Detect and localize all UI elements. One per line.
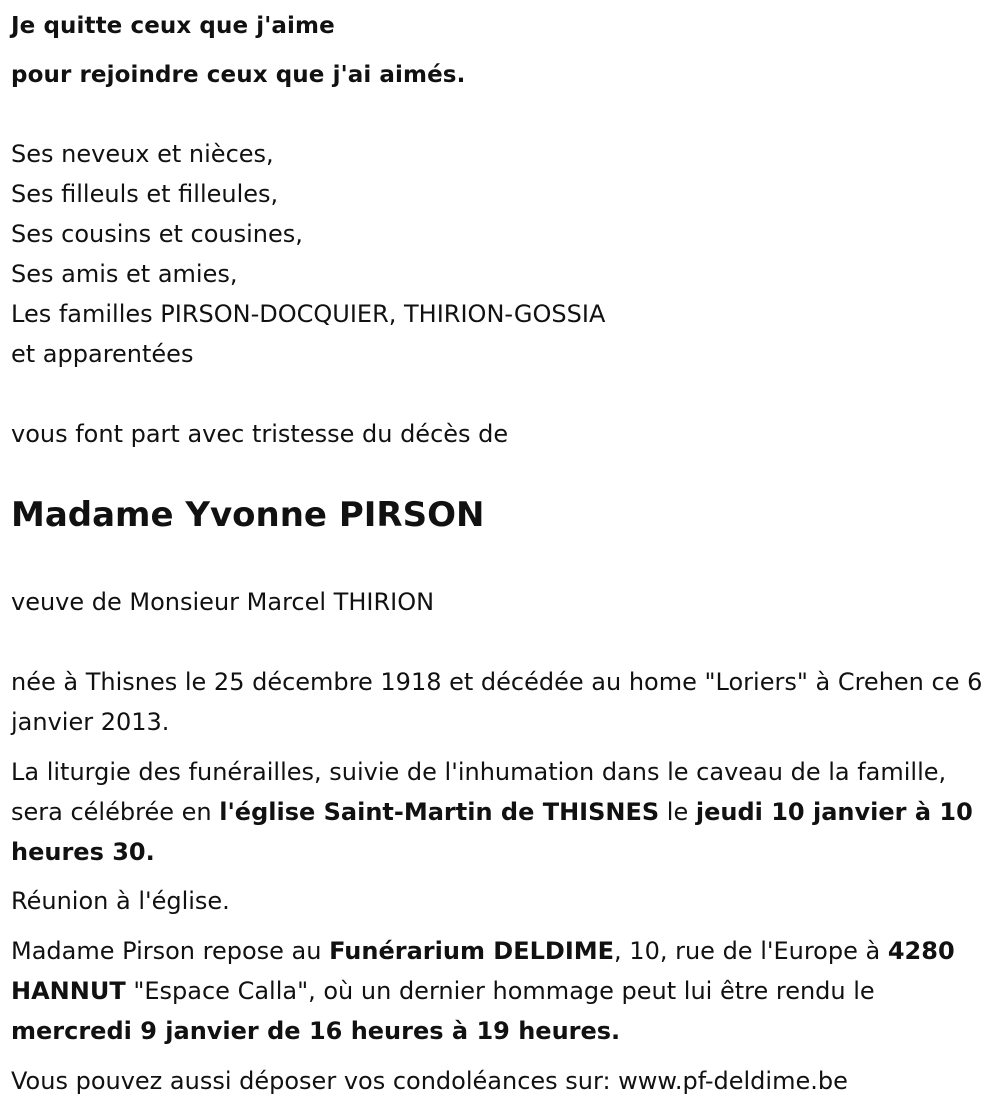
meeting-text: Réunion à l'église. (11, 887, 230, 915)
repose-city: 4280 HANNUT (11, 937, 955, 1005)
repose-funerarium: Funérarium DELDIME (329, 937, 615, 965)
funeral-datetime: jeudi 10 janvier à 10 heures 30. (11, 798, 973, 866)
spouse-text: veuve de Monsieur Marcel THIRION (11, 588, 435, 616)
family-line-cousins: Ses cousins et cousines, (11, 220, 303, 248)
family-line-nephews: Ses neveux et nièces, (11, 140, 274, 168)
epigraph-line-2: pour rejoindre ceux que j'ai aimés. (11, 62, 466, 88)
family-line-related: et apparentées (11, 340, 194, 368)
announcement-text: vous font part avec tristesse du décès de (11, 420, 509, 448)
repose-space: "Espace Calla", où un dernier hommage peut lui être rendu le (125, 977, 875, 1005)
epigraph-line-1: Je quitte ceux que j'aime (11, 13, 335, 39)
condolences-text: Vous pouvez aussi déposer vos condoléances sur: www.pf-deldime.be (11, 1067, 848, 1095)
family-line-godchildren: Ses filleuls et filleules, (11, 180, 279, 208)
birth-death-text: née à Thisnes le 25 décembre 1918 et décédée au home "Loriers" à Crehen ce 6 janvier 2013. (11, 668, 983, 736)
funeral-mid: le (659, 798, 696, 826)
repose-paragraph (11, 931, 986, 1051)
family-line-families: Les familles PIRSON-DOCQUIER, THIRION-GOSSIA (11, 300, 606, 328)
family-line-friends: Ses amis et amies, (11, 260, 238, 288)
funeral-intro: La liturgie des funérailles, suivie de l'inhumation dans le caveau de la famille, sera célébrée en (11, 758, 947, 826)
funeral-church: l'église Saint-Martin de THISNES (219, 798, 660, 826)
repose-visiting: mercredi 9 janvier de 16 heures à 19 heures. (11, 1017, 621, 1045)
repose-intro: Madame Pirson repose au (11, 937, 330, 965)
deceased-name: Madame Yvonne PIRSON (11, 495, 485, 535)
funeral-paragraph (11, 752, 986, 872)
repose-address: , 10, rue de l'Europe à (614, 937, 888, 965)
